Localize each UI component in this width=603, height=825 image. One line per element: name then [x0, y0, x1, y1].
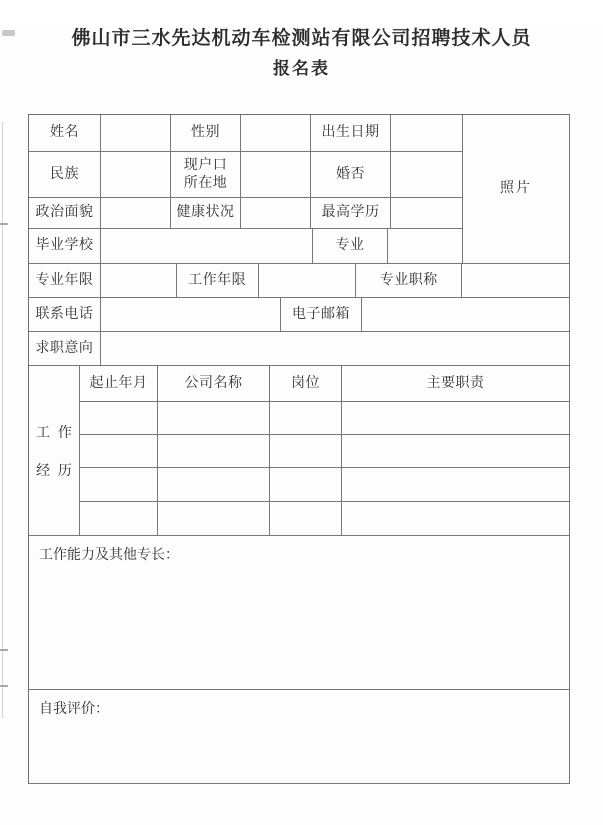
email-label: 电子邮箱 — [281, 298, 363, 332]
household-label-line1: 现户口 — [183, 158, 228, 173]
dates-value-cell — [80, 402, 158, 435]
household-value-cell — [241, 152, 311, 198]
position-value-cell — [270, 502, 342, 536]
phone-label: 联系电话 — [29, 298, 101, 332]
dates-value-cell — [80, 435, 158, 468]
scan-edge-artifact — [2, 122, 3, 718]
name-label: 姓名 — [29, 115, 101, 152]
work-years-label: 工作年限 — [177, 264, 259, 298]
household-label-line2: 所在地 — [183, 175, 228, 191]
health-label: 健康状况 — [171, 198, 241, 229]
work-experience-section — [29, 366, 570, 536]
self-evaluation-section — [29, 690, 570, 784]
graduate-school-value-cell — [101, 229, 313, 264]
table-row — [29, 198, 463, 229]
phone-value-cell — [101, 298, 281, 332]
self-evaluation-label: 自我评价： — [39, 702, 109, 717]
company-value-cell — [158, 402, 270, 435]
table-row — [29, 152, 463, 198]
highest-education-label: 最高学历 — [311, 198, 391, 229]
birth-date-value-cell — [391, 115, 463, 152]
dates-column-header: 起止年月 — [80, 366, 158, 402]
marital-value-cell — [391, 152, 463, 198]
table-row — [29, 332, 570, 366]
work-experience-row — [80, 435, 570, 468]
company-column-header: 公司名称 — [158, 366, 270, 402]
work-years-value-cell — [259, 264, 357, 298]
specialty-years-value-cell — [101, 264, 177, 298]
position-value-cell — [270, 468, 342, 502]
job-intention-value-cell — [101, 332, 570, 366]
dates-value-cell — [80, 502, 158, 536]
professional-title-label: 专业职称 — [356, 264, 462, 298]
specialty-years-label: 专业年限 — [29, 264, 101, 298]
photo-label: 照片 — [500, 181, 532, 197]
marital-status-label: 婚否 — [311, 152, 391, 198]
work-experience-row — [80, 402, 570, 435]
scan-tick-artifact — [0, 649, 8, 651]
ethnicity-value-cell — [101, 152, 171, 198]
form-title: 佛山市三水先达机动车检测站有限公司招聘技术人员 — [71, 28, 532, 49]
form-subtitle: 报名表 — [273, 59, 330, 78]
household-location-label — [171, 152, 241, 198]
table-row — [29, 115, 463, 152]
skills-label: 工作能力及其他专长： — [39, 548, 179, 563]
position-value-cell — [270, 402, 342, 435]
photo-cell — [463, 115, 570, 264]
skills-section — [29, 536, 570, 690]
job-intention-label: 求职意向 — [29, 332, 101, 366]
work-experience-label — [29, 366, 80, 536]
work-experience-header-row — [80, 366, 570, 402]
health-value-cell — [241, 198, 311, 229]
birth-date-label: 出生日期 — [311, 115, 391, 152]
work-experience-label-line1: 工作 — [36, 425, 80, 441]
application-form-table — [28, 114, 570, 784]
duties-value-cell — [342, 468, 570, 502]
gender-label: 性别 — [171, 115, 241, 152]
table-row — [29, 229, 463, 264]
position-value-cell — [270, 435, 342, 468]
ethnicity-label: 民族 — [29, 152, 101, 198]
position-column-header: 岗位 — [270, 366, 342, 402]
table-row — [29, 298, 570, 332]
education-value-cell — [391, 198, 463, 229]
major-value-cell — [388, 229, 463, 264]
major-label: 专业 — [313, 229, 388, 264]
gender-value-cell — [241, 115, 311, 152]
political-status-value-cell — [101, 198, 171, 229]
company-value-cell — [158, 435, 270, 468]
name-value-cell — [101, 115, 171, 152]
scan-tick-artifact — [0, 223, 8, 225]
dates-value-cell — [80, 468, 158, 502]
work-experience-row — [80, 502, 570, 536]
company-value-cell — [158, 502, 270, 536]
scan-tick-artifact — [0, 685, 8, 687]
duties-column-header: 主要职责 — [342, 366, 570, 402]
political-status-label: 政治面貌 — [29, 198, 101, 229]
scan-smudge-artifact — [2, 30, 15, 36]
duties-value-cell — [342, 402, 570, 435]
scanned-application-form — [0, 26, 603, 825]
work-experience-label-line2: 经历 — [36, 463, 80, 479]
table-row — [29, 264, 570, 298]
company-value-cell — [158, 468, 270, 502]
professional-title-value-cell — [462, 264, 570, 298]
work-experience-row — [80, 468, 570, 502]
duties-value-cell — [342, 435, 570, 468]
email-value-cell — [362, 298, 570, 332]
basic-info-block — [29, 115, 570, 264]
duties-value-cell — [342, 502, 570, 536]
graduate-school-label: 毕业学校 — [29, 229, 101, 264]
